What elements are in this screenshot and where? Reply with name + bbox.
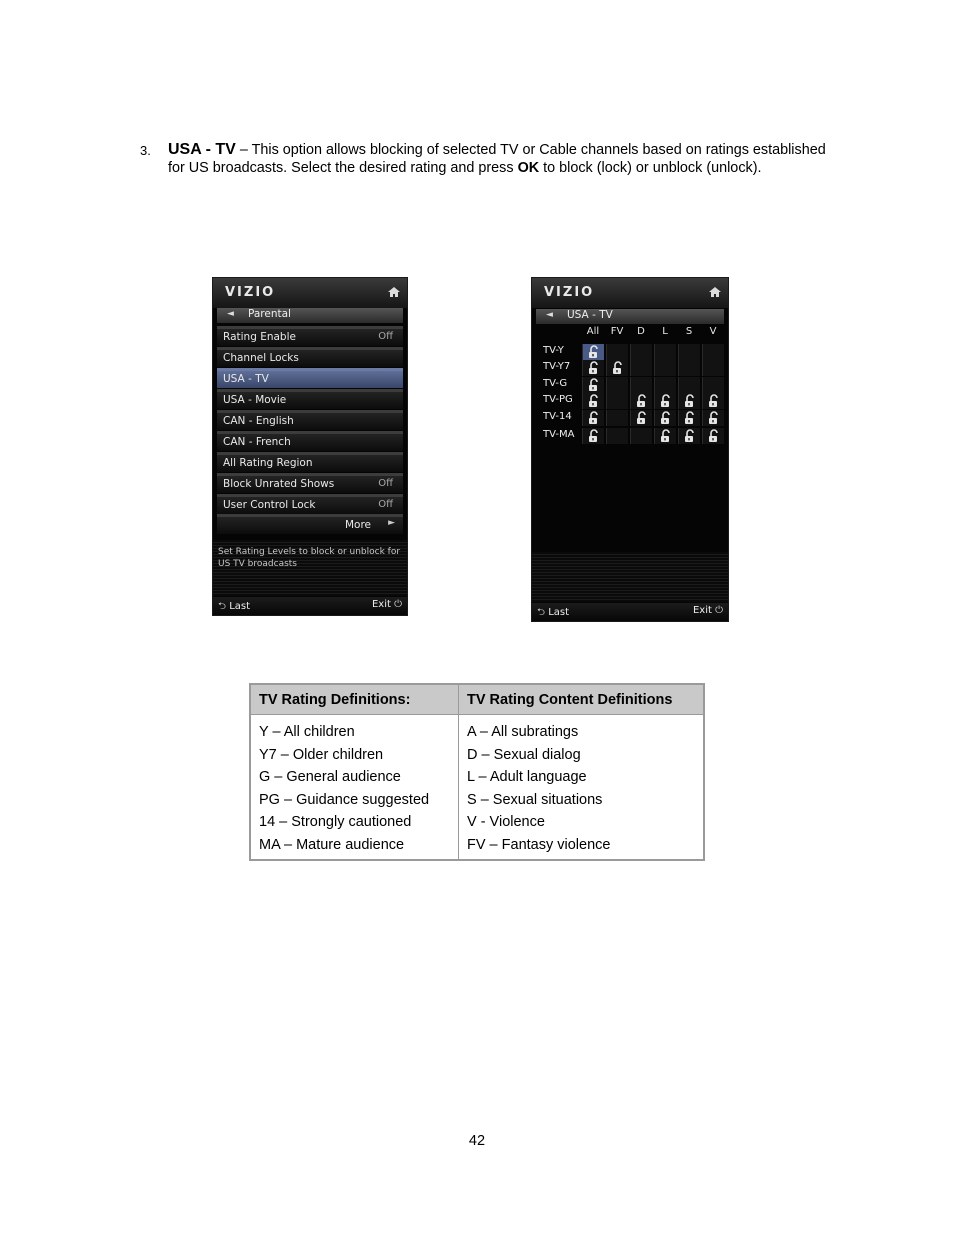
ok-keyword: OK [517,160,540,176]
unlock-icon [708,394,720,408]
lock-cell[interactable] [606,344,628,360]
menu-item-can-english[interactable] [217,410,403,430]
lock-cell[interactable] [654,410,676,426]
table-row [250,715,704,860]
lock-cell[interactable] [702,428,724,444]
content-definition: V - Violence [467,814,545,831]
grid-title-bar[interactable] [536,309,724,324]
lock-cell[interactable] [606,393,628,409]
lock-cell[interactable] [630,428,652,444]
menu-item-value: Off [378,478,393,489]
more-label: More [344,519,371,531]
hint-text: Set Rating Levels to block or unblock for US TV broadcasts [218,547,401,569]
content-definition: S – Sexual situations [467,791,603,808]
unlock-icon [588,429,600,443]
exit-label: Exit [371,599,391,610]
menu-item-label: USA - Movie [223,394,287,406]
menu-item-more[interactable] [217,514,403,534]
lock-cell[interactable] [630,410,652,426]
rating-label: TV-PG [543,394,573,405]
menu-item-label: USA - TV [223,373,269,385]
rating-row [536,410,724,426]
last-button[interactable] [537,605,569,622]
return-arrow-icon: ⮌ [218,601,227,612]
menu-item-label: All Rating Region [223,457,313,469]
rating-definition: PG – Guidance suggested [259,791,430,808]
step-body [168,141,840,177]
unlock-icon [660,429,672,443]
lock-cell[interactable] [702,393,724,409]
column-header-s: S [685,326,693,337]
content-cell [459,715,705,860]
lock-cell[interactable] [678,344,700,360]
lock-cell[interactable] [582,428,604,444]
screen-footer [532,603,728,621]
unlock-icon [660,394,672,408]
rating-row [536,393,724,409]
lock-cell[interactable] [654,393,676,409]
lock-cell[interactable] [582,393,604,409]
tv-rating-definitions-table [249,683,705,861]
screen-header [213,278,407,308]
lock-cell[interactable] [678,377,700,393]
lock-cell[interactable] [678,410,700,426]
unlock-icon [684,394,696,408]
last-label: Last [548,607,570,618]
rating-label: TV-MA [543,429,575,440]
exit-button[interactable] [372,599,402,610]
lock-cell[interactable] [630,393,652,409]
rating-definition: Y – All children [259,724,355,740]
rating-label: TV-14 [543,411,572,422]
rating-row [536,428,724,444]
lock-cell[interactable] [678,393,700,409]
page-number: 42 [468,1133,486,1149]
menu-item-label: Rating Enable [223,331,296,343]
lock-cell[interactable] [630,377,652,393]
menu-item-block-unrated-shows[interactable] [217,473,403,493]
home-icon[interactable] [387,286,401,298]
chevron-right-icon: ► [388,518,395,528]
back-arrow-icon[interactable]: ◄ [227,309,234,319]
menu-title: Parental [248,308,291,320]
exit-button[interactable] [693,605,723,616]
content-definition: D – Sexual dialog [467,746,581,763]
menu-item-user-control-lock[interactable] [217,494,403,514]
lock-cell[interactable] [702,344,724,360]
lock-cell[interactable] [678,428,700,444]
vizio-logo: VIZIO [544,285,595,300]
rating-definition: 14 – Strongly cautioned [259,814,412,831]
table-header-ratings: TV Rating Definitions: [250,684,459,715]
menu-item-label: CAN - French [223,436,291,448]
lock-cell[interactable] [702,410,724,426]
exit-label: Exit [692,605,712,616]
unlock-icon [660,411,672,425]
info-panel [532,552,728,602]
step-heading: USA - TV [168,141,236,158]
unlock-icon [588,394,600,408]
unlock-icon [636,394,648,408]
column-header-fv: FV [610,326,624,337]
rating-row [536,344,724,360]
menu-item-usa-tv[interactable] [217,368,403,388]
lock-cell[interactable] [630,344,652,360]
rating-definition: G – General audience [259,769,401,786]
lock-cell[interactable] [654,344,676,360]
menu-item-label: CAN - English [223,415,294,427]
lock-cell[interactable] [582,377,604,393]
column-header-d: D [637,326,645,337]
lock-cell[interactable] [606,360,628,376]
back-arrow-icon[interactable]: ◄ [546,310,553,320]
menu-item-label: Block Unrated Shows [223,478,335,490]
return-arrow-icon: ⮌ [537,607,546,618]
rating-definition: Y7 – Older children [259,746,384,763]
lock-cell[interactable] [654,360,676,376]
rating-label: TV-Y7 [543,361,571,372]
vizio-logo: VIZIO [225,285,276,300]
unlock-icon [684,429,696,443]
rating-definition: MA – Mature audience [259,836,405,853]
lock-cell[interactable] [702,377,724,393]
rating-row [536,360,724,376]
menu-item-channel-locks[interactable] [217,347,403,367]
lock-cell[interactable] [606,410,628,426]
menu-item-can-french[interactable] [217,431,403,451]
lock-cell[interactable] [582,344,604,360]
lock-cell[interactable] [582,360,604,376]
ratings-cell [250,715,459,860]
menu-item-all-rating-region[interactable] [217,452,403,472]
exit-icon: ⏻ [394,599,402,610]
screen-footer [213,597,407,615]
step-text-1: – This option allows blocking of selected TV or Cable channels based on ratings established for US broadcasts. Select the desired rating and press [168,142,826,176]
unlock-icon [588,361,600,375]
menu-title-bar[interactable] [217,308,403,323]
unlock-icon [708,411,720,425]
rating-row [536,377,724,393]
screen-header [532,278,728,308]
unlock-icon [612,361,624,375]
lock-cell[interactable] [678,360,700,376]
menu-item-value: Off [378,499,393,510]
unlock-icon [636,411,648,425]
grid-title: USA - TV [567,309,613,321]
lock-cell[interactable] [582,410,604,426]
column-header-l: L [662,326,668,337]
menu-item-label: User Control Lock [223,499,316,511]
lock-cell[interactable] [606,377,628,393]
home-icon[interactable] [708,286,722,298]
unlock-icon [708,429,720,443]
menu-item-rating-enable[interactable] [217,326,403,346]
content-definition: FV – Fantasy violence [467,836,611,853]
step-number: 3. [140,143,151,158]
usa-tv-rating-screen [531,277,729,622]
rating-label: TV-G [543,378,568,389]
unlock-icon [588,378,600,392]
table-header-content: TV Rating Content Definitions [459,684,705,715]
last-button[interactable] [218,599,250,616]
menu-item-usa-movie[interactable] [217,389,403,409]
unlock-icon [684,411,696,425]
exit-icon: ⏻ [715,605,723,616]
content-definition: A – All subratings [467,724,579,740]
column-header-all: All [586,326,600,337]
parental-menu-screen [212,277,408,616]
unlock-icon [588,411,600,425]
menu-item-value: Off [378,331,393,342]
step-text-2: to block (lock) or unblock (unlock). [539,160,762,176]
lock-cell[interactable] [630,360,652,376]
last-label: Last [229,601,251,612]
rating-label: TV-Y [543,345,564,356]
unlock-icon [588,345,600,359]
menu-item-label: Channel Locks [223,352,299,364]
lock-cell[interactable] [654,428,676,444]
table-header-row [250,684,704,715]
lock-cell[interactable] [654,377,676,393]
content-definition: L – Adult language [467,769,587,786]
lock-cell[interactable] [702,360,724,376]
lock-cell[interactable] [606,428,628,444]
column-header-v: V [709,326,717,337]
